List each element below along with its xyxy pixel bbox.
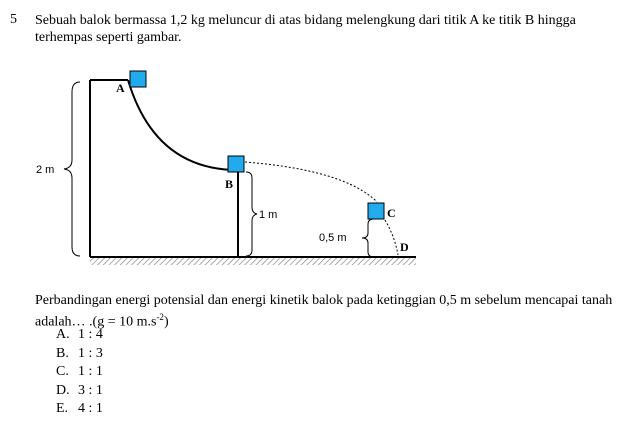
label-2m: 2 m <box>36 164 55 176</box>
block-a <box>130 71 146 87</box>
brace-2m <box>64 82 80 256</box>
brace-1m <box>246 172 257 256</box>
question-number: 5 <box>10 12 17 27</box>
question-text: Sebuah balok bermassa 1,2 kg meluncur di atas bidang melengkung dari titik A ke titik B hingga terhempas seperti gambar. <box>35 13 576 45</box>
label-d: D <box>400 240 409 254</box>
option-b[interactable]: B. 1 : 3 <box>56 345 103 361</box>
trajectory-path <box>245 162 377 202</box>
option-a[interactable]: A. 1 : 4 <box>56 327 103 342</box>
brace-05m <box>362 219 374 257</box>
label-1m: 1 m <box>259 209 278 221</box>
trajectory-path-lower <box>385 220 398 255</box>
option-c[interactable]: C. 1 : 1 <box>56 364 103 380</box>
ground-hatch <box>90 257 416 265</box>
label-b: B <box>225 177 234 191</box>
block-c <box>368 203 384 219</box>
label-a: A <box>116 81 125 95</box>
prompt-line-2: adalah… .(g = 10 $m.s^{-2}$) <box>35 312 169 330</box>
label-05m: 0,5 m <box>319 232 347 244</box>
block-b <box>228 156 244 172</box>
answer-options <box>56 327 103 420</box>
question-prompt <box>35 292 635 331</box>
curved-surface <box>128 80 238 170</box>
option-d[interactable]: D. 3 : 1 <box>56 382 103 398</box>
label-c: C <box>387 206 396 220</box>
prompt-line-1: Perbandingan energi potensial dan energi kinetik balok pada ketinggian 0,5 m sebelum mencapai tanah <box>35 293 613 308</box>
option-e[interactable]: E. 4 : 1 <box>56 401 103 417</box>
